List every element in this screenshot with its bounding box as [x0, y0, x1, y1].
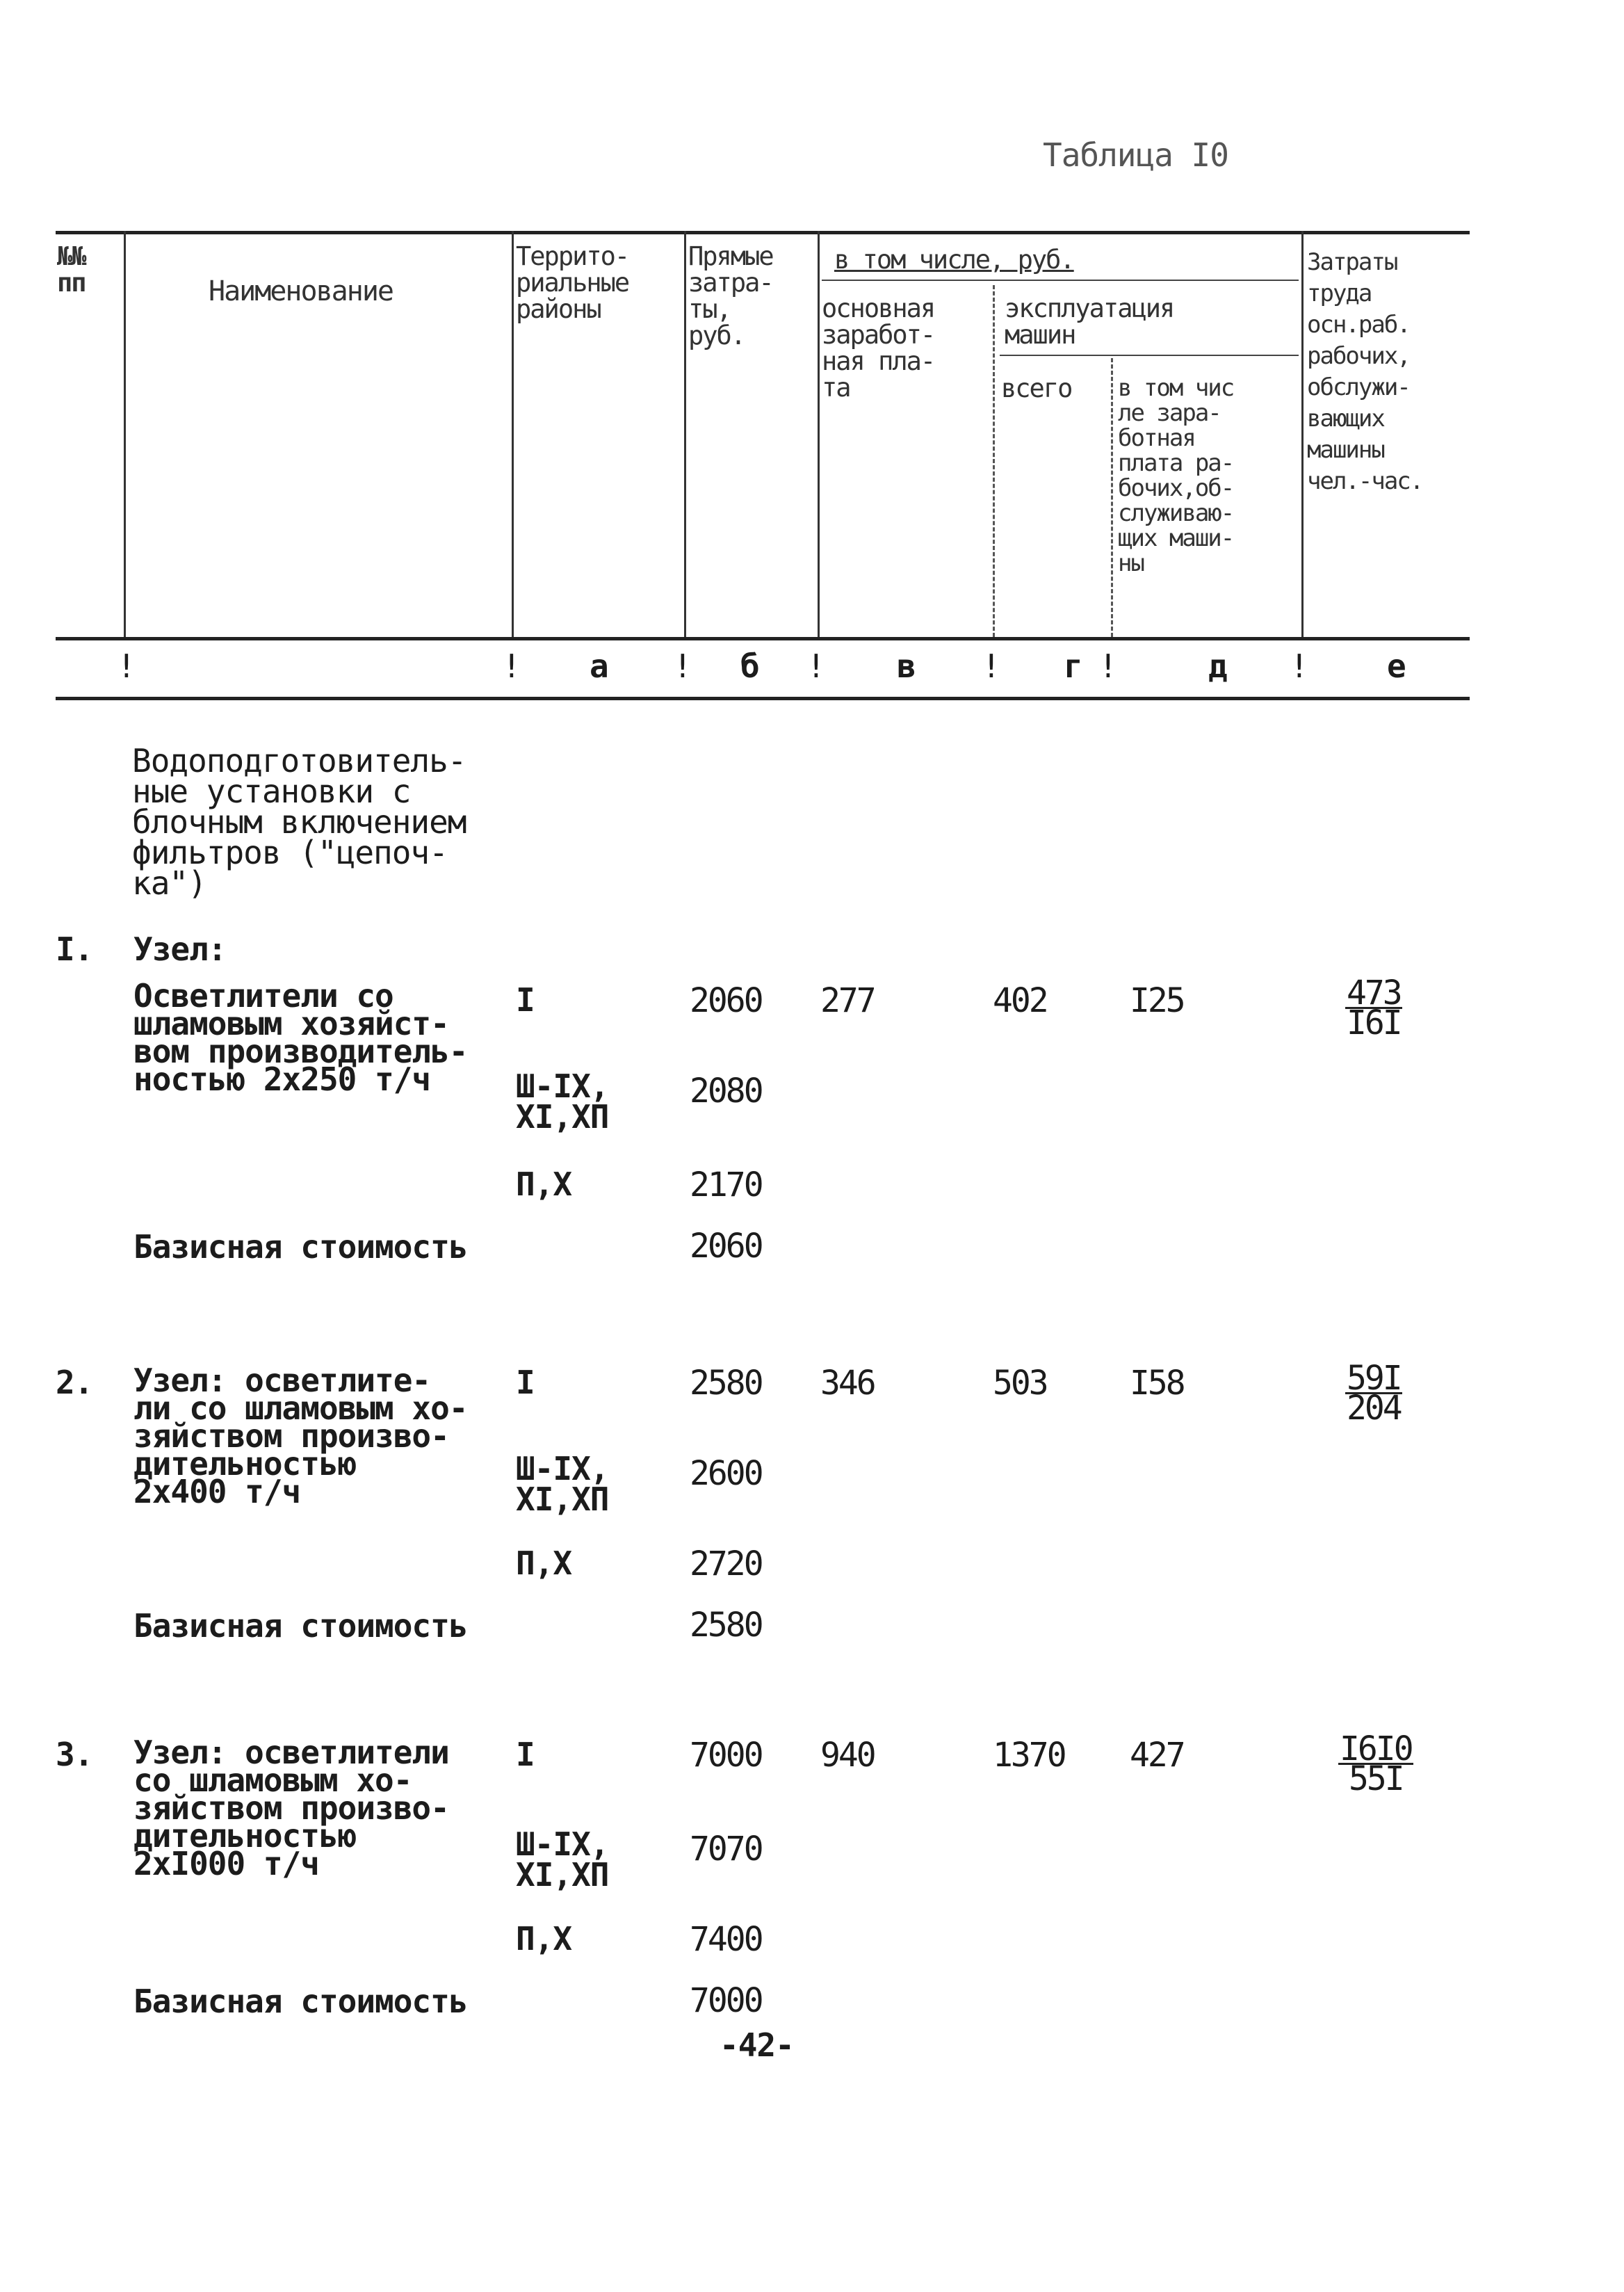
incl-divider	[822, 280, 1299, 281]
direct-cost: 2580	[690, 1364, 762, 1403]
index-row-rule	[56, 697, 1470, 700]
direct-cost: 2170	[690, 1165, 762, 1204]
header-including: в том числе, руб.	[834, 245, 1074, 275]
direct-cost: 7400	[690, 1920, 762, 1959]
base-cost-label: Базисная стоимость	[133, 1228, 468, 1266]
machines-wage: I58	[1130, 1364, 1184, 1403]
col-divider-6	[1111, 358, 1113, 637]
index-e: е	[1387, 647, 1406, 685]
header-bottom-rule	[56, 637, 1470, 640]
row-name-prefix: Узел:	[133, 930, 227, 968]
labor-main: 473	[1347, 974, 1401, 1012]
machines-total: 1370	[993, 1736, 1065, 1775]
base-wage: 346	[820, 1364, 875, 1403]
direct-cost: 2080	[690, 1072, 762, 1111]
row-number: I.	[56, 930, 93, 968]
table-title: Таблица I0	[1043, 136, 1228, 174]
index-mark: !	[673, 647, 692, 685]
header-top-rule	[56, 231, 1470, 234]
direct-cost: 7000	[690, 1736, 762, 1775]
index-mark: !	[1290, 647, 1308, 685]
col-divider-3	[684, 231, 686, 637]
labor-cost	[1345, 1359, 1402, 1428]
machines-wage: 427	[1130, 1736, 1184, 1775]
col-divider-1	[124, 231, 126, 637]
direct-cost: 7070	[690, 1830, 762, 1869]
labor-machines: 204	[1347, 1389, 1401, 1428]
direct-cost: 2600	[690, 1454, 762, 1493]
col-divider-7	[1301, 231, 1304, 637]
index-g: г	[1064, 647, 1082, 685]
index-mark: !	[502, 647, 521, 685]
header-name: Наименование	[209, 275, 393, 307]
region: Ш-IX, XI,XП	[516, 1825, 609, 1894]
row-name: Осветлители со шламовым хозяйст- вом производитель- ностью 2х250 т/ч	[133, 977, 468, 1098]
section-title: Водоподготовитель- ные установки с блочным включением фильтров ("цепоч- ка")	[132, 742, 466, 902]
base-cost-label: Базисная стоимость	[133, 1607, 468, 1645]
index-mark: !	[982, 647, 1000, 685]
region: I	[516, 1364, 535, 1401]
row-number: 3.	[56, 1736, 93, 1773]
region: I	[516, 1736, 535, 1773]
machines-total: 402	[993, 981, 1047, 1020]
labor-main: 59I	[1347, 1359, 1401, 1398]
base-wage: 940	[820, 1736, 875, 1775]
direct-cost: 2720	[690, 1544, 762, 1583]
header-regions: Террито- риальные районы	[516, 241, 629, 324]
header-machines-wage: в том чис ле зара- ботная плата ра- бочих,об- служиваю- щих маши- ны	[1118, 374, 1234, 577]
header-machines-total: всего	[1001, 373, 1072, 403]
base-cost-label: Базисная стоимость	[133, 1983, 468, 2020]
index-d: д	[1208, 647, 1227, 685]
header-machine-operation: эксплуатация машин	[1005, 293, 1174, 350]
machines-total: 503	[993, 1364, 1047, 1403]
index-b: б	[740, 647, 759, 685]
index-mark: !	[117, 647, 136, 685]
labor-machines: I6I	[1347, 1003, 1401, 1042]
base-cost-value: 2060	[690, 1227, 762, 1266]
row-name: Узел: осветлите- ли со шламовым хо- зяйством произво- дительностью 2х400 т/ч	[133, 1362, 468, 1510]
row-number: 2.	[56, 1364, 93, 1401]
labor-cost	[1345, 974, 1402, 1042]
direct-cost: 2060	[690, 981, 762, 1020]
base-wage: 277	[820, 981, 875, 1020]
page-number: -42-	[720, 2026, 794, 2064]
labor-main: I6I0	[1340, 1729, 1412, 1768]
row-name: Узел: осветлители со шламовым хо- зяйством произво- дительностью 2хI000 т/ч	[133, 1734, 449, 1882]
region: П,X	[516, 1544, 572, 1582]
region: П,X	[516, 1165, 572, 1203]
base-cost-value: 2580	[690, 1606, 762, 1645]
base-cost-value: 7000	[690, 1981, 762, 2020]
col-divider-5	[993, 285, 995, 637]
labor-machines: 55I	[1348, 1759, 1403, 1798]
region: П,X	[516, 1920, 572, 1958]
col-divider-2	[512, 231, 514, 637]
index-mark: !	[1098, 647, 1117, 685]
header-labor: Затраты труда осн.раб. рабочих, обслужи- вающих машины чел.-час.	[1307, 248, 1423, 495]
labor-cost	[1338, 1729, 1413, 1798]
index-mark: !	[806, 647, 825, 685]
index-v: в	[897, 647, 916, 685]
header-direct-costs: Прямые затра- ты, руб.	[688, 241, 773, 350]
index-a: а	[590, 647, 608, 685]
header-base-wage: основная заработ- ная пла- та	[822, 293, 935, 403]
machines-wage: I25	[1130, 981, 1184, 1020]
region: Ш-IX, XI,XП	[516, 1067, 609, 1136]
region: I	[516, 981, 535, 1019]
region: Ш-IX, XI,XП	[516, 1450, 609, 1518]
header-num: №№ пп	[57, 241, 86, 298]
col-divider-4	[818, 231, 820, 637]
machines-divider	[1000, 355, 1299, 356]
